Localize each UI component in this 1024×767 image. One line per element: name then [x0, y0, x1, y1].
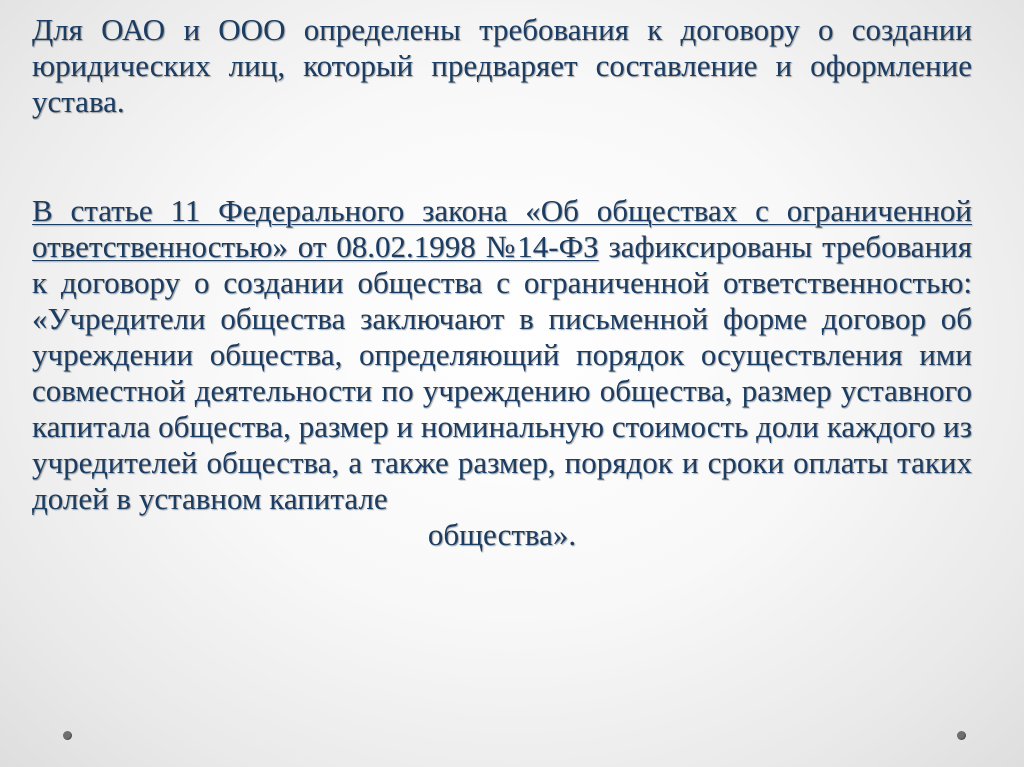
- slide-body: [32, 12, 972, 553]
- left-dot-icon: [63, 731, 72, 740]
- right-dot-icon: [957, 731, 966, 740]
- paragraph-law-quote: [32, 193, 972, 553]
- quote-last-line: общества».: [427, 517, 577, 552]
- law-reference-link[interactable]: В статье 11 Федерального закона «Об обществах с ограниченной ответственностью» от 08.02.1998 №14-ФЗ: [32, 193, 972, 264]
- paragraph-requirements-intro: Для ОАО и ООО определены требования к договору о создании юридических лиц, который предваряет составление и оформление устава.: [32, 12, 972, 119]
- quote-body: зафиксированы требования к договору о создании общества с ограниченной ответственностью: «Учредители общества заключают в письменной форме договор об учреждении общества, определяющий порядок осуществления ими совместной деятельности по учреждению общества, размер уставного капитала общества, размер и номинальную стоимость доли каждого из учредителей общества, а также размер, порядок и сроки оплаты таких долей в уставном капитале: [32, 229, 973, 516]
